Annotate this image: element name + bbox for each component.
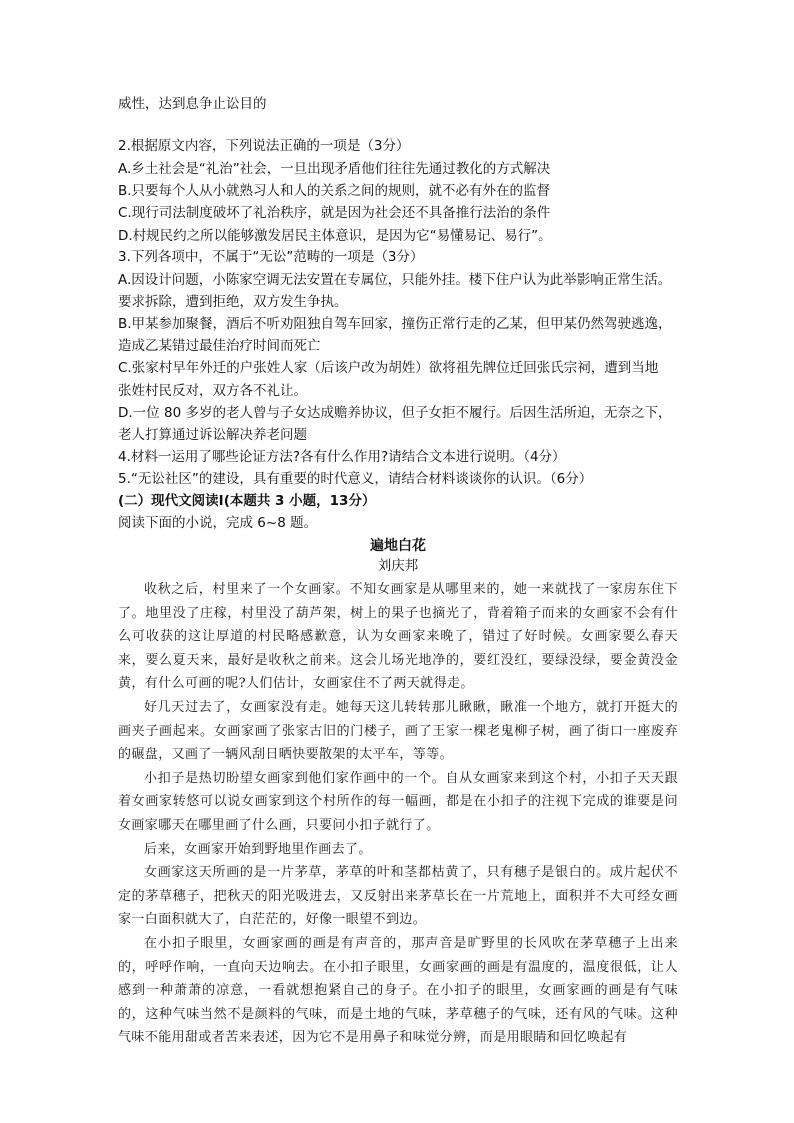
reading-instruction: 阅读下面的小说，完成 6~8 题。 [118,515,318,531]
section-heading: (二）现代文阅读I(本题共 3 小题，13分） [118,493,376,509]
story-title: 遍地白花 [370,538,426,554]
question-3-stem: 3.下列各项中，不属于“无讼”范畴的一项是（3分） [118,249,424,265]
story-paragraph: 在小扣子眼里，女画家画的画是有声音的，那声音是旷野里的长风吹在茅草穗子上出来的，呼呼作响，一直向天边响去。在小扣子眼里，女画家画的画是有温度的，温度很低，让人感到一种萧萧的凉意，一看就想抱紧自己的身子。在小扣子的眼里，女画家画的画是有气味的，这种气味当然不是颜料的气味，而是土地的气味，茅草穗子的气味，还有风的气味。这种气味不能用甜或者苦来表述，因为它不是用鼻子和味觉分辨，而是用眼睛和回忆唤起有 [118,935,678,1046]
story-paragraph: 好几天过去了，女画家没有走。她每天这儿转转那儿瞅瞅，瞅准一个地方，就打开挺大的画夹子画起来。女画家画了张家古旧的门楼子，画了王家一棵老鬼柳子树，画了街口一座废弃的碾盘，又画了一辆风刮日晒快要散架的太平车，等等。 [118,699,678,763]
question-3-option-c-line2: 张姓村民反对，双方各不礼让。 [118,383,307,399]
question-2-option-a: A.乡土社会是“礼治”社会，一旦出现矛盾他们往往先通过教化的方式解决 [118,161,551,177]
story-body [118,578,678,1050]
continued-text-line: 威性，达到息争止讼目的 [118,96,267,112]
question-2-stem: 2.根据原文内容，下列说法正确的一项是（3分） [118,138,410,154]
question-3-option-d-line1: D.一位 80 多岁的老人曾与子女达成赡养协议，但子女拒不履行。后因生活所迫，无奈之下， [118,405,672,421]
story-paragraph: 小扣子是热切盼望女画家到他们家作画中的一个。自从女画家来到这个村，小扣子天天跟着女画家转悠可以说女画家到这个村所作的每一幅画，都是在小扣子的注视下完成的谁要是问女画家哪天在哪里画了什么画，只要问小扣子就行了。 [118,770,678,833]
story-paragraph: 后来，女画家开始到野地里作画去了。 [144,841,372,857]
story-paragraph: 收秋之后，村里来了一个女画家。不知女画家是从哪里来的，她一来就找了一家房东住下了。地里没了庄稼，村里没了葫芦架，树上的果子也摘光了，背着箱子而来的女画家不会有什么可收获的这让厚道的村民略感歉意，认为女画家来晚了，错过了好时候。女画家要么春天来，要么夏天来，最好是收秋之前来。这会儿场光地净的，要红没红，要绿没绿，要金黄没金黄，有什么可画的呢?人们估计，女画家住不了两天就得走。 [118,582,678,692]
story-paragraph: 女画家这天所画的是一片茅草，茅草的叶和茎都枯黄了，只有穗子是银白的。成片起伏不定的茅草穗子，把秋天的阳光吸进去，又反射出来茅草长在一片荒地上，面积并不大可经女画家一白面积就大了，白茫茫的，好像一眼望不到边。 [118,865,678,928]
question-3-option-a-line1: A.因设计问题，小陈家空调无法安置在专属位，只能外挂。楼下住户认为此举影响正常生活。 [118,272,672,288]
question-2-option-b: B.只要每个人从小就熟习人和人的关系之间的规则，就不必有外在的监督 [118,183,551,199]
question-2-option-d: D.村规民约之所以能够激发居民主体意识，是因为它“易懂易记、易行”。 [118,228,552,244]
question-3-option-d-line2: 老人打算通过诉讼解决养老问题 [118,427,307,443]
question-3-option-b-line2: 造成乙某错过最佳治疗时间而死亡 [118,338,321,354]
question-3-option-b-line1: B.甲某参加聚餐，酒后不听劝阻独自驾车回家，撞伤正常行走的乙某，但甲某仍然驾驶逃逸， [118,316,672,332]
question-2-option-c: C.现行司法制度破坏了礼治秩序，就是因为社会还不具备推行法治的条件 [118,205,551,221]
question-3-option-c-line1: C.张家村早年外迁的户张姓人家（后该户改为胡姓）欲将祖先牌位迁回张氏宗祠，遭到当地 [118,360,659,376]
question-5: 5.“无讼社区”的建设，具有重要的时代意义，请结合材料谈谈你的认识。（6分） [118,471,593,487]
question-3-option-a-line2: 要求拆除，遭到拒绝，双方发生争执。 [118,294,348,310]
story-author: 刘庆邦 [377,558,419,574]
question-4: 4.材料一运用了哪些论证方法?各有什么作用?请结合文本进行说明。（4分） [118,449,566,465]
